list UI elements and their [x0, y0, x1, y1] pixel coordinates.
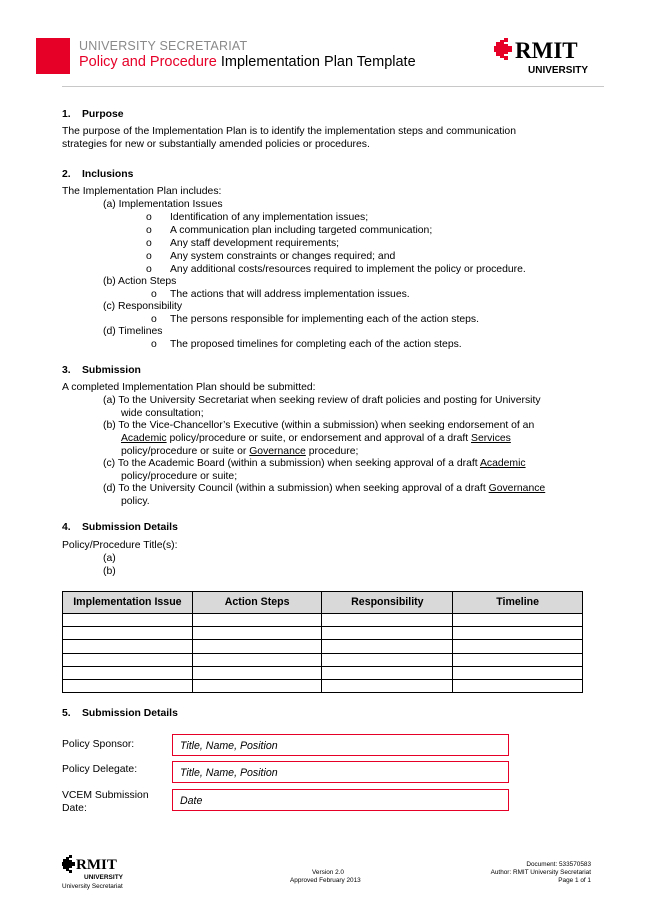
submission-c-line-1: (c) To the Academic Board (within a submission) when seeking approval of a draft Academic	[103, 458, 526, 469]
bullet-icon: o	[151, 339, 157, 350]
table-cell[interactable]	[63, 627, 193, 640]
bullet-icon: o	[146, 264, 152, 275]
inclusion-d: (d) Timelines	[103, 326, 163, 337]
document-title	[79, 56, 416, 69]
submission-d-line-2: policy.	[121, 496, 150, 507]
table-row	[63, 666, 583, 679]
section-1-heading: 1. Purpose	[62, 109, 124, 120]
inclusion-b: (b) Action Steps	[103, 276, 177, 287]
section-3-intro: A completed Implementation Plan should be submitted:	[62, 382, 316, 393]
title-red-part: Policy and Procedure	[79, 54, 217, 70]
table-row	[63, 653, 583, 666]
inclusion-b-item: The actions that will address implementation issues.	[170, 289, 410, 300]
table-cell[interactable]	[192, 666, 322, 679]
table-cell[interactable]	[63, 679, 193, 692]
table-cell[interactable]	[453, 679, 583, 692]
table-cell[interactable]	[63, 640, 193, 653]
table-cell[interactable]	[192, 614, 322, 627]
rmit-logo	[494, 37, 606, 77]
policy-title-a: (a)	[103, 553, 116, 564]
section-5-heading: 5. Submission Details	[62, 708, 178, 719]
footer-logo-subtext: UNIVERSITY	[84, 874, 124, 881]
pixel-mark-icon	[494, 38, 512, 60]
footer-approved: Approved February 2013	[290, 877, 361, 884]
submission-c-line-2: policy/procedure or suite;	[121, 471, 238, 482]
submission-d-line-1: (d) To the University Council (within a submission) when seeking approval of a draft Governance	[103, 483, 546, 494]
inclusion-a-item-3: Any staff development requirements;	[170, 238, 340, 249]
table-cell[interactable]	[453, 640, 583, 653]
submission-b-line-3: policy/procedure or suite or Governance procedure;	[121, 446, 359, 457]
footer-dept: University Secretariat	[62, 883, 123, 890]
table-cell[interactable]	[192, 653, 322, 666]
table-cell[interactable]	[322, 640, 453, 653]
section-1-line-2: strategies for new or substantially amended policies or procedures.	[62, 139, 370, 150]
policy-sponsor-label: Policy Sponsor:	[62, 739, 135, 750]
page-header	[0, 0, 653, 90]
vcem-date-field[interactable]: Date	[172, 789, 509, 811]
footer-logo-text: RMIT	[76, 857, 117, 873]
table-cell[interactable]	[453, 614, 583, 627]
brand-red-block	[36, 38, 70, 74]
submission-a-line-1: (a) To the University Secretariat when seeking review of draft policies and posting for University	[103, 395, 541, 406]
vcem-label-line-2: Date:	[62, 803, 87, 814]
policy-title-label: Policy/Procedure Title(s):	[62, 540, 178, 551]
bullet-icon: o	[151, 289, 157, 300]
header-org: UNIVERSITY SECRETARIAT	[79, 39, 248, 53]
table-cell[interactable]	[322, 614, 453, 627]
table-cell[interactable]	[63, 666, 193, 679]
section-1-line-1: The purpose of the Implementation Plan is to identify the implementation steps and communication	[62, 126, 516, 137]
footer-rmit-logo	[62, 855, 128, 881]
table-cell[interactable]	[63, 653, 193, 666]
bullet-icon: o	[146, 225, 152, 236]
policy-delegate-label: Policy Delegate:	[62, 764, 138, 775]
bullet-icon: o	[146, 251, 152, 262]
policy-title-b: (b)	[103, 566, 116, 577]
col-action-steps: Action Steps	[192, 592, 322, 614]
table-cell[interactable]	[192, 679, 322, 692]
section-4-heading: 4. Submission Details	[62, 522, 178, 533]
inclusion-a-item-1: Identification of any implementation issues;	[170, 212, 369, 223]
table-cell[interactable]	[63, 614, 193, 627]
inclusion-c-item: The persons responsible for implementing each of the action steps.	[170, 314, 480, 325]
table-cell[interactable]	[322, 627, 453, 640]
table-row	[63, 679, 583, 692]
table-cell[interactable]	[192, 627, 322, 640]
inclusion-a-item-4: Any system constraints or changes required; and	[170, 251, 396, 262]
col-timeline: Timeline	[453, 592, 583, 614]
footer-page: Page 1 of 1	[558, 877, 591, 884]
inclusion-d-item: The proposed timelines for completing each of the action steps.	[170, 339, 462, 350]
table-cell[interactable]	[322, 666, 453, 679]
table-cell[interactable]	[453, 666, 583, 679]
footer-pixel-mark-icon	[62, 855, 75, 873]
vcem-label-line-1: VCEM Submission	[62, 790, 149, 801]
submission-a-line-2: wide consultation;	[121, 408, 204, 419]
table-cell[interactable]	[453, 653, 583, 666]
footer-author: Author: RMIT University Secretariat	[490, 869, 591, 876]
section-2-heading: 2. Inclusions	[62, 169, 134, 180]
section-3-heading: 3. Submission	[62, 365, 141, 376]
logo-subtext: UNIVERSITY	[528, 65, 589, 76]
col-responsibility: Responsibility	[322, 592, 453, 614]
policy-delegate-field[interactable]: Title, Name, Position	[172, 761, 509, 783]
logo-text: RMIT	[515, 38, 578, 63]
policy-sponsor-field[interactable]: Title, Name, Position	[172, 734, 509, 756]
submission-b-line-2: Academic policy/procedure or suite, or endorsement and approval of a draft Services	[121, 433, 511, 444]
inclusion-a: (a) Implementation Issues	[103, 199, 223, 210]
bullet-icon: o	[146, 212, 152, 223]
bullet-icon: o	[151, 314, 157, 325]
table-row	[63, 614, 583, 627]
table-cell[interactable]	[322, 653, 453, 666]
table-header-row	[63, 592, 583, 614]
inclusion-a-item-2: A communication plan including targeted communication;	[170, 225, 433, 236]
implementation-table	[62, 591, 583, 693]
inclusion-c: (c) Responsibility	[103, 301, 183, 312]
footer-version: Version 2.0	[312, 869, 344, 876]
title-rest: Implementation Plan Template	[216, 54, 416, 70]
table-row	[63, 640, 583, 653]
header-divider	[62, 86, 604, 87]
footer-document: Document: 533570583	[526, 861, 591, 868]
col-implementation-issue: Implementation Issue	[63, 592, 193, 614]
section-2-intro: The Implementation Plan includes:	[62, 186, 222, 197]
table-row	[63, 627, 583, 640]
table-cell[interactable]	[192, 640, 322, 653]
inclusion-a-item-5: Any additional costs/resources required to implement the policy or procedure.	[170, 264, 526, 275]
bullet-icon: o	[146, 238, 152, 249]
table-cell[interactable]	[453, 627, 583, 640]
submission-b-line-1: (b) To the Vice-Chancellor’s Executive (within a submission) when seeking endorsement of an	[103, 420, 535, 431]
table-cell[interactable]	[322, 679, 453, 692]
